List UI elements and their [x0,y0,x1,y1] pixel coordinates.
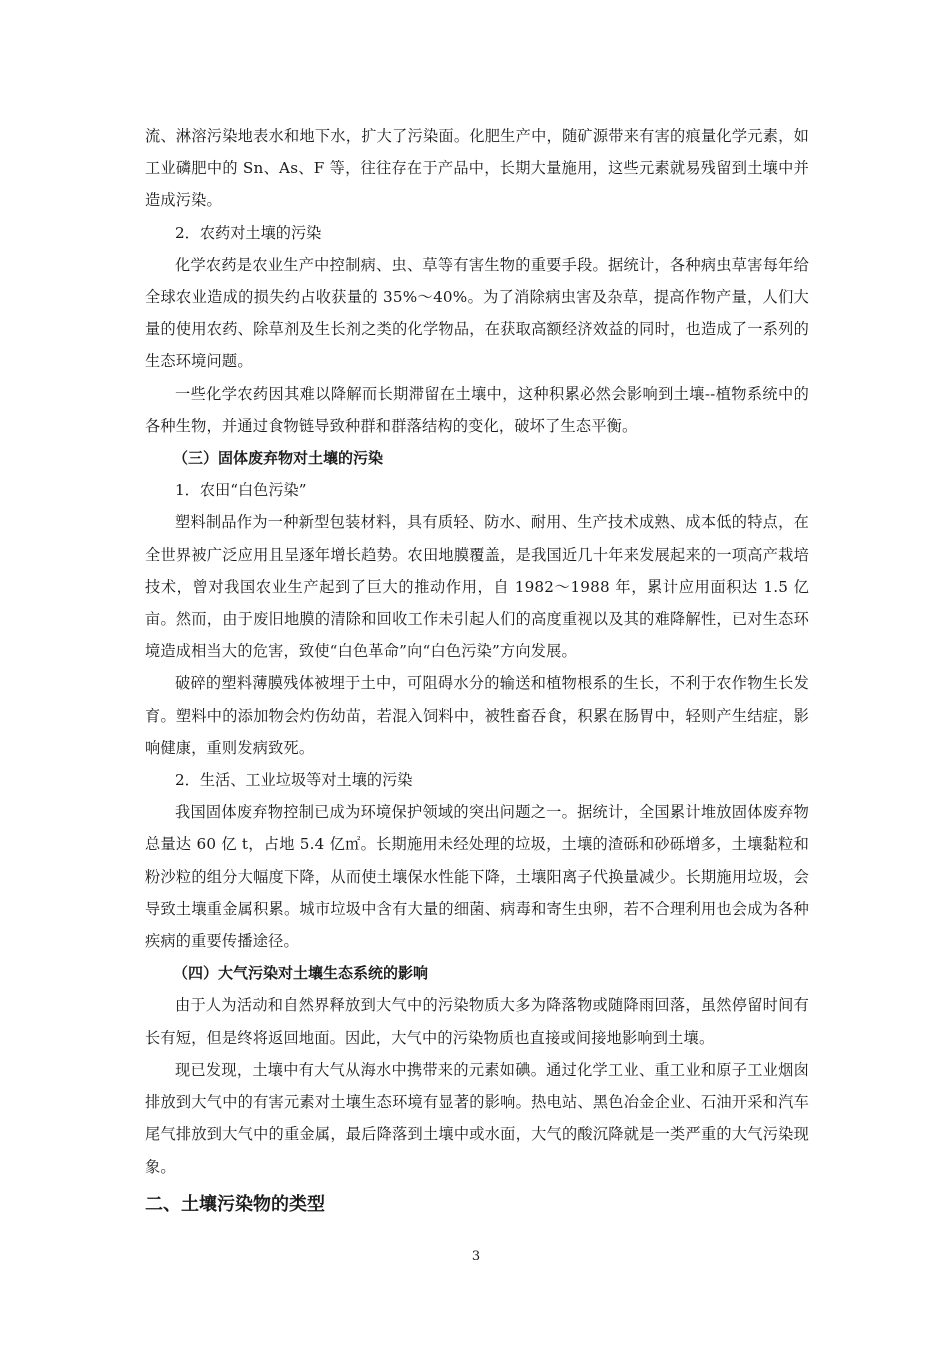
section-heading-air-pollution: （四）大气污染对土壤生态系统的影响 [173,964,429,983]
subheading-pesticide-pollution: 2．农药对土壤的污染 [175,223,322,242]
paragraph-plastic-film-residue: 破碎的塑料薄膜残体被埋于土中，可阻碍水分的输送和植物根系的生长，不利于农作物生长发育。塑料中的添加物会灼伤幼苗，若混入饲料中，被牲畜吞食，积累在肠胃中，轻则产生结症，影响健康，重则发病致死。 [145,674,809,757]
page-content [145,120,809,1225]
paragraph-plastic-products: 塑料制品作为一种新型包装材料，具有质轻、防水、耐用、生产技术成熟、成本低的特点，在全世界被广泛应用且呈逐年增长趋势。农田地膜覆盖，是我国近几十年来发展起来的一项高产栽培技术，曾对我国农业生产起到了巨大的推动作用，自 1982～1988 年，累计应用面积达 1.5 亿亩。然而，由于废旧地膜的清除和回收工作未引起人们的高度重视以及其的难降解性，已对生态环境造成相当大的危害，致使“白色革命”向“白色污染”方向发展。 [145,513,809,661]
chapter-heading-pollutant-types: 二、土壤污染物的类型 [145,1193,325,1215]
paragraph-chemical-pesticides: 化学农药是农业生产中控制病、虫、草等有害生物的重要手段。据统计，各种病虫草害每年给全球农业造成的损失约占收获量的 35%～40%。为了消除病虫害及杂草，提高作物产量，人们大量的使用农药、除草剂及生长剂之类的化学物品，在获取高额经济效益的同时，也造成了一系列的生态环境问题。 [145,255,809,371]
page-number: 3 [471,1249,481,1264]
subheading-garbage-pollution: 2．生活、工业垃圾等对土壤的污染 [175,771,413,790]
paragraph-solid-waste-control: 我国固体废弃物控制已成为环境保护领域的突出问题之一。据统计，全国累计堆放固体废弃物总量达 60 亿 t，占地 5.4 亿㎡。长期施用未经处理的垃圾，土壤的渣砾和砂砾增多，土壤黏粒和粉沙粒的组分大幅度下降，从而使土壤保水性能下降，土壤阳离子代换量减少。长期施用垃圾，会导致土壤重金属积累。城市垃圾中含有大量的细菌、病毒和寄生虫卵，若不合理利用也会成为各种疾病的重要传播途径。 [145,803,809,951]
section-heading-solid-waste: （三）固体废弃物对土壤的污染 [173,449,384,468]
paragraph-industrial-emissions: 现已发现，土壤中有大气从海水中携带来的元素如碘。通过化学工业、重工业和原子工业烟囱排放到大气中的有害元素对土壤生态环境有显著的影响。热电站、黑色冶金企业、石油开采和汽车尾气排放到大气中的重金属，最后降落到土壤中或水面，大气的酸沉降就是一类严重的大气污染现象。 [145,1060,809,1176]
paragraph-pesticide-accumulation: 一些化学农药因其难以降解而长期滞留在土壤中，这种积累必然会影响到土壤--植物系统中的各种生物，并通过食物链导致种群和群落结构的变化，破坏了生态平衡。 [145,384,809,435]
subheading-white-pollution: 1．农田“白色污染” [175,481,307,500]
paragraph-atmospheric-fallout: 由于人为活动和自然界释放到大气中的污染物质大多为降落物或随降雨回落，虽然停留时间有长有短，但是终将返回地面。因此，大气中的污染物质也直接或间接地影响到土壤。 [145,996,809,1047]
paragraph-fertilizer-continued: 流、淋溶污染地表水和地下水，扩大了污染面。化肥生产中，随矿源带来有害的痕量化学元素，如工业磷肥中的 Sn、As、F 等，往往存在于产品中，长期大量施用，这些元素就易残留到土壤中并造成污染。 [145,127,809,210]
